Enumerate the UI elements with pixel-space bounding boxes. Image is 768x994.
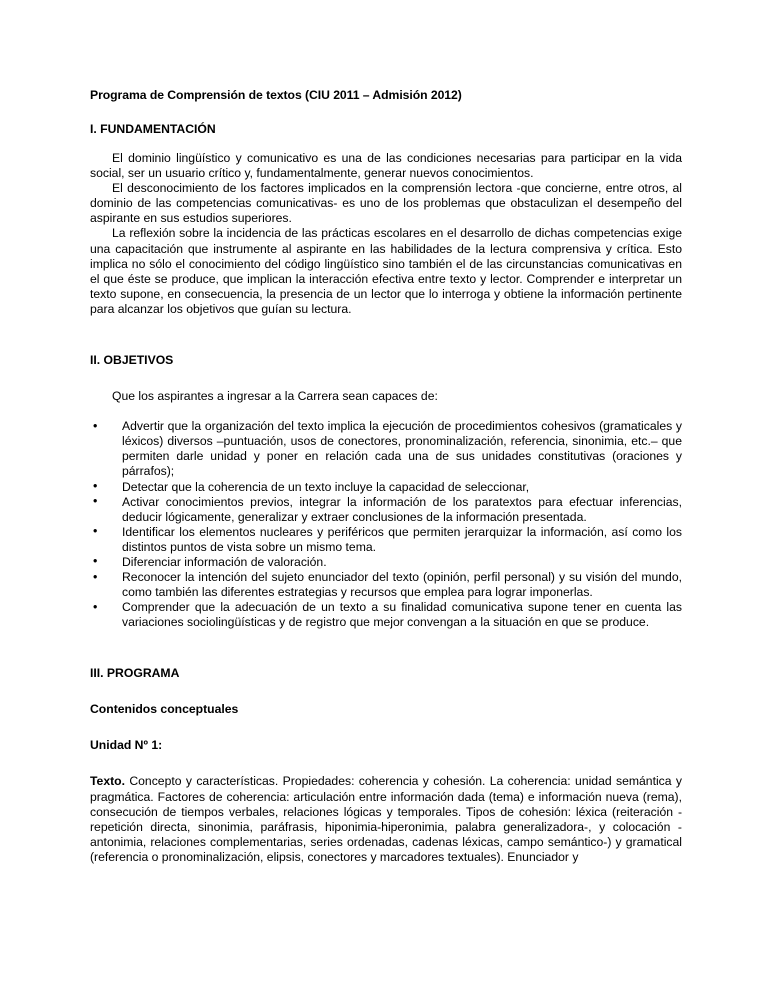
gap-before-unit-body [90,767,682,774]
document-title: Programa de Comprensión de textos (CIU 2011 – Admisión 2012) [90,88,462,102]
section-heading-fundamentacion: I. FUNDAMENTACIÓN [90,122,216,136]
section-gap-1 [90,317,682,353]
subheading-contenidos-conceptuales: Contenidos conceptuales [90,702,239,717]
gap-before-list [90,404,682,419]
unit-1-body-text: Concepto y características. Propiedades: coherencia y cohesión. La coherencia: unidad semántica y pragmática. Factores de coherencia: articulación entre información dada (tema) e información nueva (rema), consecución de tiempos verbales, relaciones lógicas y temporales. Tipos de cohesión: léxica (reiteración -repetición directa, sinonimia, paráfrasis, hiponimia-hiperonimia, palabra generalizadora-, y colocación -antonimia, relaciones complementarias, series ordenadas, cadenas léxicas, campo semántico-) y gramatical (referencia o pronominalización, elipsis, conectores y marcadores textuales). Enunciador y [90,774,682,864]
gap-before-leadin [90,382,682,389]
paragraph-fundamentacion-2: El desconocimiento de los factores implicados en la comprensión lectora -que concierne, entre otros, al dominio de las competencias comunicativas- es uno de los problemas que obstaculizan el desempeño del aspirante en sus estudios superiores. [90,181,682,226]
section-heading-objetivos: II. OBJETIVOS [90,353,174,368]
list-item: • Detectar que la coherencia de un texto incluye la capacidad de seleccionar, [93,480,682,495]
list-item: • Comprender que la adecuación de un texto a su finalidad comunicativa supone tener en cuenta las variaciones sociolingüísticas y de registro que mejor convengan a la situación en que se produce. [93,600,682,630]
gap-before-subheading [90,695,682,702]
paragraph-fundamentacion-3: La reflexión sobre la incidencia de las prácticas escolares en el desarrollo de dichas competencias exige una capacitación que instrumente al aspirante en las habilidades de la lectura comprensiva y crítica. Esto implica no sólo el conocimiento del código lingüístico sino también el de las circunstancias comunicativas en el que éste se produce, que implican la interacción efectiva entre texto y lector. Comprender e interpretar un texto supone, en consecuencia, la presencia de un lector que lo interroga y obtiene la información pertinente para alcanzar los objetivos que guían su lectura. [90,226,682,316]
unit-label-1: Unidad Nº 1: [90,738,163,753]
paragraph-fundamentacion-1: El dominio lingüístico y comunicativo es una de las condiciones necesarias para participar en la vida social, ser un usuario crítico y, fundamentalmente, generar nuevos conocimientos. [90,151,682,181]
list-item: • Activar conocimientos previos, integrar la información de los paratextos para efectuar inferencias, deducir lógicamente, generalizar y extraer conclusiones de la información presentada. [93,495,682,525]
list-item: • Diferenciar información de valoración. [93,555,682,570]
section-heading-programa: III. PROGRAMA [90,666,180,681]
unit-1-body-term: Texto. [90,774,125,789]
objectives-list [90,419,682,630]
list-item: • Advertir que la organización del texto implica la ejecución de procedimientos cohesivos (gramaticales y léxicos) diversos –puntuación, usos de conectores, pronominalización, referencia, sinonimia, etc.– que permiten darle unidad y poner en relación cada una de sus unidades constitutivas (oraciones y párrafos); [93,419,682,479]
objetivos-lead-in: Que los aspirantes a ingresar a la Carrera sean capaces de: [112,389,438,404]
list-item: • Identificar los elementos nucleares y periféricos que permiten jerarquizar la información, así como los distintos puntos de vista sobre un mismo tema. [93,525,682,555]
gap-before-unit [90,731,682,738]
section-gap-2 [90,630,682,666]
list-item: • Reconocer la intención del sujeto enunciador del texto (opinión, perfil personal) y su visión del mundo, como también las diferentes estrategias y recursos que emplea para lograr imponerlas. [93,570,682,600]
unit-1-body [90,774,682,925]
